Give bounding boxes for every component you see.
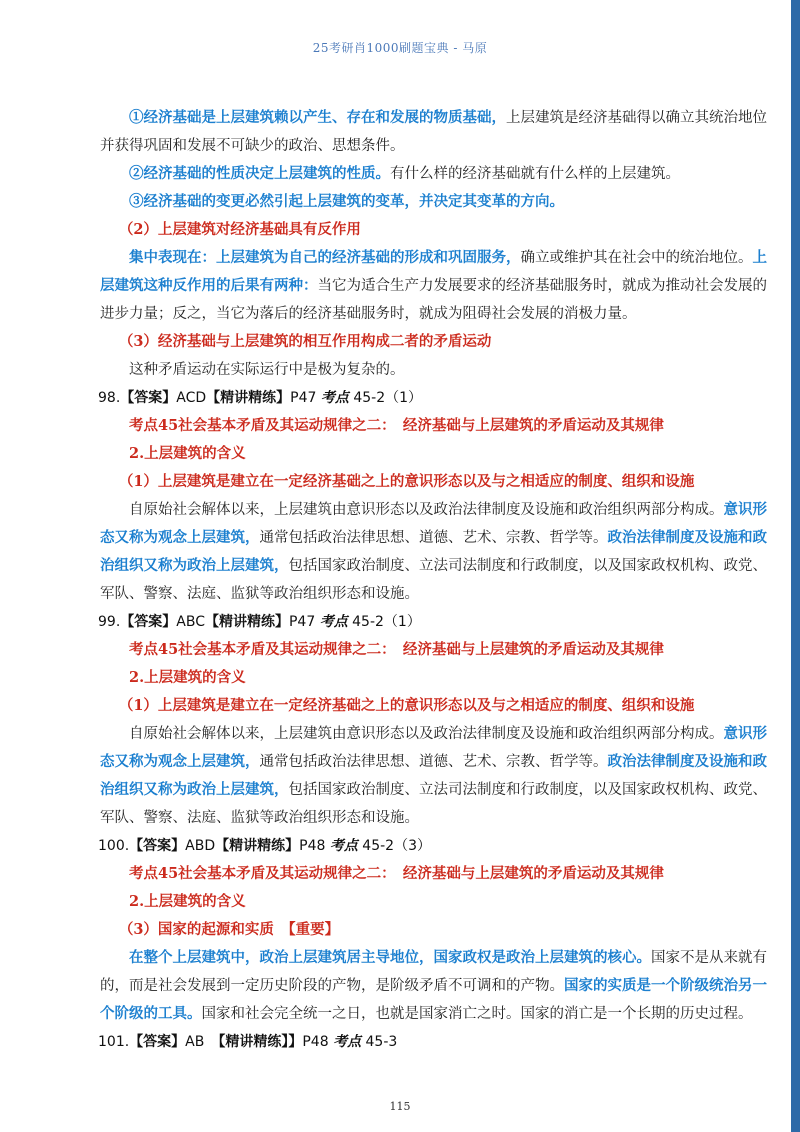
text-line xyxy=(100,496,767,524)
text-line xyxy=(100,468,730,496)
text-segment: 考点45社会基本矛盾及其运动规律之二： 经济基础与上层建筑的矛盾运动及其规律 xyxy=(129,641,664,658)
text-segment: P48 xyxy=(299,838,330,854)
text-segment: 45-2（1） xyxy=(347,614,421,630)
text-line xyxy=(100,776,767,804)
text-segment: 上 xyxy=(752,249,767,266)
text-segment: 政治法律制度及设施和政 xyxy=(607,753,767,770)
text-line xyxy=(100,636,730,664)
text-line xyxy=(100,104,767,132)
text-segment: 有什么样的经济基础就有什么样的上层建筑。 xyxy=(390,166,680,182)
text-segment: 99. xyxy=(98,614,121,630)
text-line xyxy=(100,944,767,972)
text-segment: 军队、警察、法庭、监狱等政治组织形态和设施。 xyxy=(100,586,419,602)
text-line xyxy=(100,972,767,1000)
text-line xyxy=(100,356,730,384)
text-segment: 【精讲精练】 xyxy=(204,614,289,630)
text-segment: 意识形 xyxy=(723,501,767,518)
text-segment: ABC xyxy=(176,614,205,630)
text-segment: ACD xyxy=(176,390,207,406)
page-number: 115 xyxy=(389,1100,411,1113)
text-segment: （1）上层建筑是建立在一定经济基础之上的意识形态以及与之相适应的制度、组织和设施 xyxy=(118,473,695,490)
page-header: 25考研肖1000刷题宝典 - 马原 xyxy=(312,41,488,55)
answer-line xyxy=(98,384,730,412)
text-segment: 并获得巩固和发展不可缺少的政治、思想条件。 xyxy=(100,138,405,154)
text-segment: P48 xyxy=(302,1034,334,1050)
text-segment: 意识形 xyxy=(723,725,767,742)
text-segment: 态又称为观念上层建筑， xyxy=(100,753,260,770)
text-segment: 国家的实质是一个阶级统治另一 xyxy=(564,977,767,994)
text-segment: ②经济基础的性质决定上层建筑的性质。 xyxy=(129,165,390,182)
text-line xyxy=(100,748,767,776)
text-segment: 45-2（3） xyxy=(357,838,431,854)
answer-line xyxy=(98,1028,730,1056)
text-segment: 自原始社会解体以来，上层建筑由意识形态以及政治法律制度及设施和政治组织两部分构成。 xyxy=(129,726,724,742)
text-segment: 45-2（1） xyxy=(348,390,423,406)
text-line xyxy=(100,412,730,440)
text-segment: 【精讲精练】 xyxy=(206,390,291,406)
text-segment: 考点 xyxy=(333,1034,362,1050)
text-line xyxy=(100,860,730,888)
text-segment: ①经济基础是上层建筑赖以产生、存在和发展的物质基础， xyxy=(129,109,506,126)
text-line xyxy=(100,720,767,748)
text-segment: 包括国家政治制度、立法司法制度和行政制度，以及国家政权机构、政党、 xyxy=(288,782,767,798)
text-segment: 【答案】 xyxy=(129,838,186,854)
text-line xyxy=(100,132,730,160)
text-segment: 通常包括政治法律思想、道德、艺术、宗教、哲学等。 xyxy=(259,530,608,546)
text-segment: 政治法律制度及设施和政 xyxy=(607,529,767,546)
document-body xyxy=(98,104,767,1056)
text-segment: 在整个上层建筑中，政治上层建筑居主导地位，国家政权是政治上层建筑的核心。 xyxy=(129,949,651,966)
text-segment: （3）国家的起源和实质 【重要】 xyxy=(118,921,340,938)
text-segment: 国家不是从来就有 xyxy=(651,950,767,966)
text-line xyxy=(100,888,730,916)
text-segment: 【精讲精练】 xyxy=(215,838,300,854)
text-line xyxy=(100,300,730,328)
text-line xyxy=(100,244,767,272)
text-line xyxy=(100,1000,753,1028)
text-segment: P47 xyxy=(290,390,321,406)
text-line xyxy=(100,692,730,720)
text-segment: 国家和社会完全统一之日，也就是国家消亡之时。国家的消亡是一个长期的历史过程。 xyxy=(201,1006,753,1022)
text-segment: 2.上层建筑的含义 xyxy=(129,445,246,462)
text-segment: 态又称为观念上层建筑， xyxy=(100,529,260,546)
text-segment: 当它为适合生产力发展要求的经济基础服务时，就成为推动社会发展的 xyxy=(317,278,767,294)
text-line xyxy=(100,804,730,832)
text-segment: （2）上层建筑对经济基础具有反作用 xyxy=(118,221,361,238)
text-line xyxy=(100,552,767,580)
text-segment: 考点 xyxy=(320,390,349,406)
text-segment: 确立或维护其在社会中的统治地位。 xyxy=(520,250,753,266)
text-line xyxy=(100,328,730,356)
text-segment: （3）经济基础与上层建筑的相互作用构成二者的矛盾运动 xyxy=(118,333,492,350)
text-segment: 考点 xyxy=(329,838,358,854)
text-segment: 考点 xyxy=(319,614,348,630)
text-segment: 2.上层建筑的含义 xyxy=(129,669,246,686)
text-segment: 集中表现在：上层建筑为自己的经济基础的形成和巩固服务， xyxy=(129,249,521,266)
text-segment: 考点45社会基本矛盾及其运动规律之二： 经济基础与上层建筑的矛盾运动及其规律 xyxy=(129,865,664,882)
text-segment: 【答案】 xyxy=(120,390,177,406)
text-segment: 【答案】 xyxy=(120,614,177,630)
text-segment: 【精讲精练】】 xyxy=(218,1034,303,1050)
page-edge-bar xyxy=(791,0,800,1132)
text-segment: P47 xyxy=(288,614,320,630)
text-segment: 层建筑这种反作用的后果有两种： xyxy=(100,277,318,294)
text-line xyxy=(100,216,730,244)
text-segment: 这种矛盾运动在实际运行中是极为复杂的。 xyxy=(129,362,405,378)
text-segment: ③经济基础的变更必然引起上层建筑的变革，并决定其变革的方向。 xyxy=(129,193,564,210)
text-segment: （1）上层建筑是建立在一定经济基础之上的意识形态以及与之相适应的制度、组织和设施 xyxy=(118,697,695,714)
text-segment: AB xyxy=(185,1034,219,1050)
text-line xyxy=(100,272,767,300)
text-line xyxy=(100,160,730,188)
text-segment: 进步力量；反之，当它为落后的经济基础服务时，就成为阻碍社会发展的消极力量。 xyxy=(100,306,637,322)
text-segment: 治组织又称为政治上层建筑， xyxy=(100,781,289,798)
text-segment: 个阶级的工具。 xyxy=(100,1005,202,1022)
text-segment: 的，而是社会发展到一定历史阶段的产物，是阶级矛盾不可调和的产物。 xyxy=(100,978,564,994)
text-segment: 100. xyxy=(98,838,130,854)
text-segment: 军队、警察、法庭、监狱等政治组织形态和设施。 xyxy=(100,810,419,826)
answer-line xyxy=(98,608,730,636)
text-segment: 自原始社会解体以来，上层建筑由意识形态以及政治法律制度及设施和政治组织两部分构成。 xyxy=(129,502,724,518)
text-line xyxy=(100,580,730,608)
text-segment: 2.上层建筑的含义 xyxy=(129,893,246,910)
answer-line xyxy=(98,832,730,860)
text-line xyxy=(100,664,730,692)
text-segment: 45-3 xyxy=(361,1034,398,1050)
text-segment: ABD xyxy=(185,838,216,854)
text-segment: 治组织又称为政治上层建筑， xyxy=(100,557,289,574)
text-segment: 101. xyxy=(98,1034,130,1050)
text-line xyxy=(100,916,730,944)
text-line xyxy=(100,524,767,552)
text-segment: 通常包括政治法律思想、道德、艺术、宗教、哲学等。 xyxy=(259,754,608,770)
text-line xyxy=(100,440,730,468)
text-segment: 上层建筑是经济基础得以确立其统治地位 xyxy=(506,110,767,126)
text-segment: 98. xyxy=(98,390,121,406)
text-line xyxy=(100,188,730,216)
text-segment: 【答案】 xyxy=(129,1034,186,1050)
text-segment: 考点45社会基本矛盾及其运动规律之二： 经济基础与上层建筑的矛盾运动及其规律 xyxy=(129,417,664,434)
text-segment: 包括国家政治制度、立法司法制度和行政制度，以及国家政权机构、政党、 xyxy=(288,558,767,574)
